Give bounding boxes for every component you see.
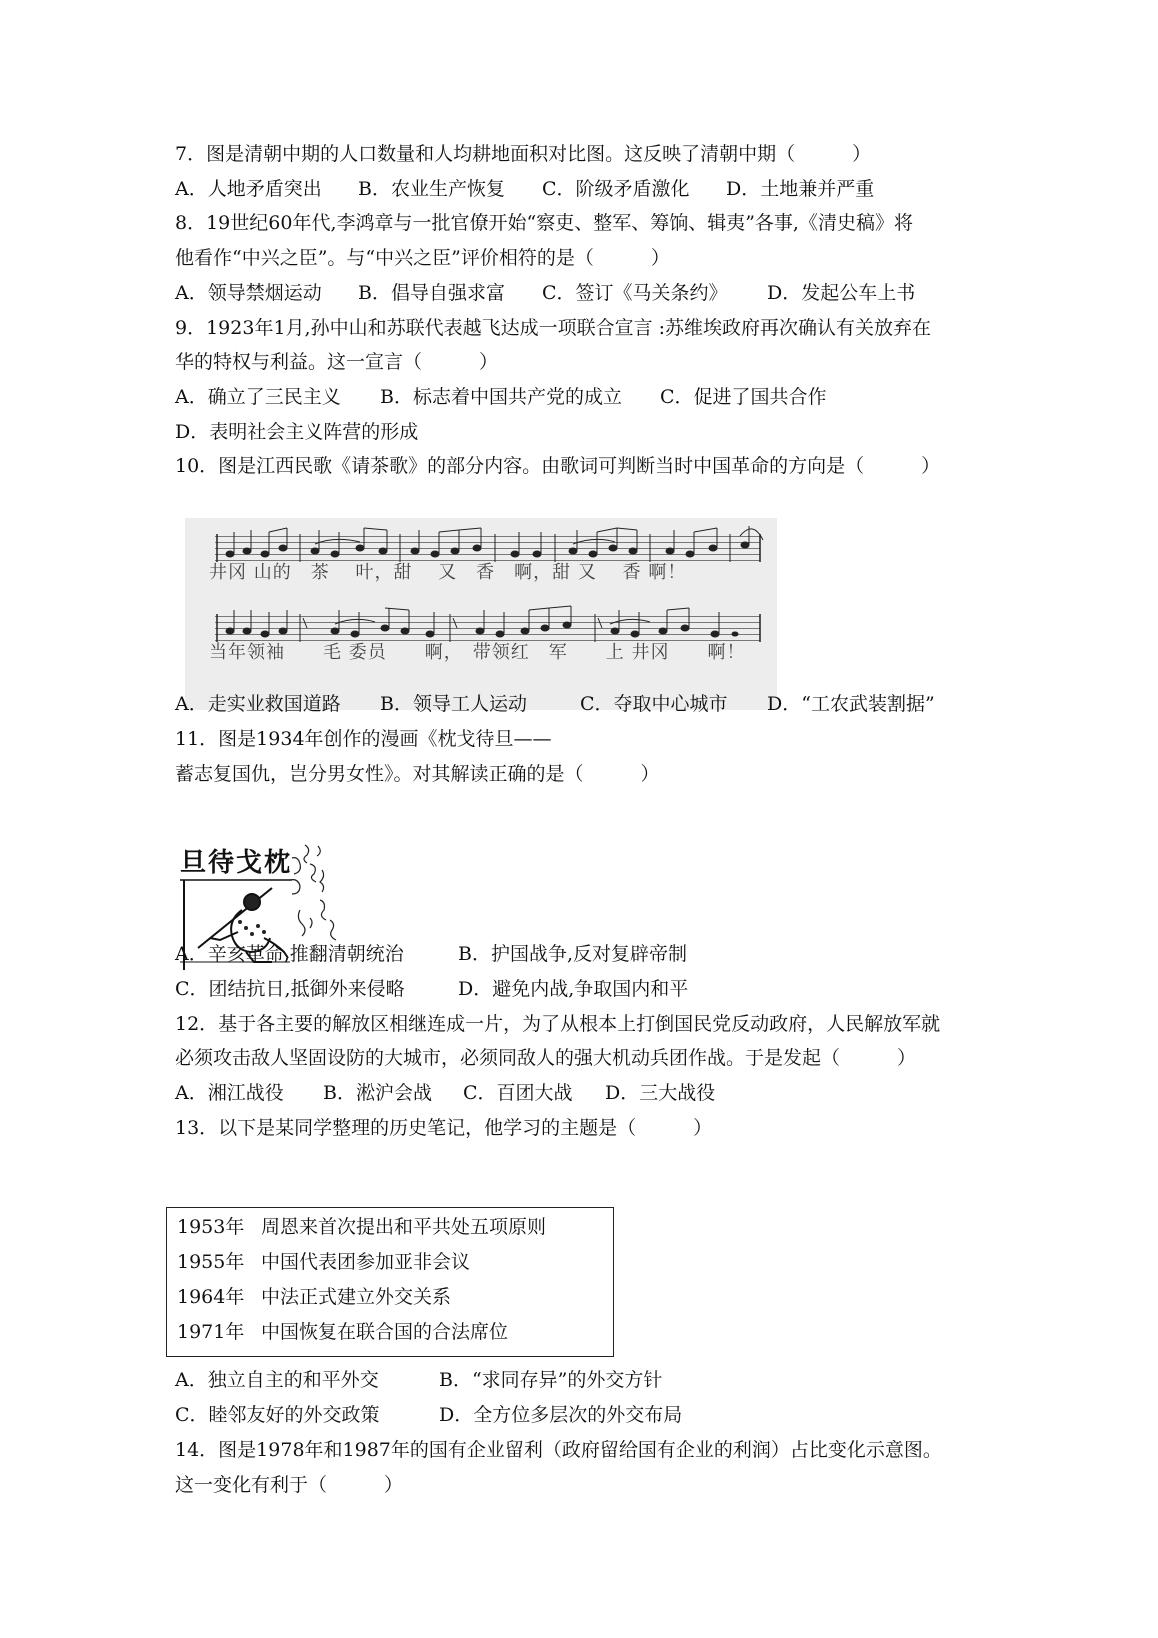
lyric-line-1: 井冈 山的 茶 叶，甜 又 香 啊，甜 又 香 啊！ <box>209 562 687 583</box>
q13-option-a: A．独立自主的和平外交 <box>175 1369 379 1391</box>
q8-option-d: D．发起公车上书 <box>767 282 916 304</box>
q9-option-b: B．标志着中国共产党的成立 <box>380 386 622 408</box>
q7-options <box>175 177 975 201</box>
note-event: 中国代表团参加亚非会议 <box>261 1251 471 1273</box>
q10-option-b: B．领导工人运动 <box>380 693 527 715</box>
note-row <box>177 1215 546 1239</box>
note-row <box>177 1320 508 1344</box>
music-score-image <box>185 518 777 710</box>
q14-stem-line1: 14．图是1978年和1987年的国有企业留利（政府留给国有企业的利润）占比变化示意图。 <box>175 1439 942 1461</box>
q7-option-b: B．农业生产恢复 <box>358 178 505 200</box>
q13-option-d: D．全方位多层次的外交布局 <box>439 1404 683 1426</box>
q12-option-b: B．淞沪会战 <box>323 1082 432 1104</box>
q8-stem-line1: 8．19世纪60年代,李鸿章与一批官僚开始“察吏、整军、筹饷、辑夷”各事,《清史稿》将 <box>175 212 913 234</box>
q12-stem-line2: 必须攻击敌人坚固设防的大城市，必须同敌人的强大机动兵团作战。于是发起（ ） <box>175 1047 917 1069</box>
cartoon-title: 旦待戈枕 <box>180 848 293 878</box>
lyric-line-2: 当年领袖 毛 委员 啊， 带领红 军 上 井冈 啊！ <box>209 642 746 663</box>
note-year: 1971年 <box>177 1321 245 1343</box>
q10-option-a: A．走实业救国道路 <box>175 693 341 715</box>
note-row <box>177 1250 470 1274</box>
note-event: 中法正式建立外交关系 <box>261 1286 452 1308</box>
q9-stem-line2: 华的特权与利益。这一宣言（ ） <box>175 351 499 373</box>
q11-option-a: A．辛亥革命,推翻清朝统治 <box>175 943 404 965</box>
q11-stem-line2: 蓄志复国仇，岂分男女性》。对其解读正确的是（ ） <box>175 763 660 785</box>
q9-option-c: C．促进了国共合作 <box>660 386 827 408</box>
q8-stem-line2: 他看作“中兴之臣”。与“中兴之臣”评价相符的是（ ） <box>175 247 670 269</box>
q9-stem-line1: 9．1923年1月,孙中山和苏联代表越飞达成一项联合宣言 :苏维埃政府再次确认有关放弃在 <box>175 317 932 339</box>
q12-option-d: D．三大战役 <box>605 1082 716 1104</box>
q9-options-row1 <box>175 385 975 409</box>
note-year: 1955年 <box>177 1251 245 1273</box>
q11-option-b: B．护国战争,反对复辟帝制 <box>458 943 688 965</box>
q12-options <box>175 1081 975 1105</box>
q11-options-row2 <box>175 977 975 1001</box>
q7-option-d: D．土地兼并严重 <box>726 178 875 200</box>
q13-stem: 13．以下是某同学整理的历史笔记，他学习的主题是（ ） <box>175 1117 713 1139</box>
history-notes-box <box>166 1207 614 1357</box>
q11-stem-line1: 11．图是1934年创作的漫画《枕戈待旦—— <box>175 728 552 750</box>
q12-option-c: C．百团大战 <box>463 1082 573 1104</box>
q9-option-a: A．确立了三民主义 <box>175 386 341 408</box>
note-event: 中国恢复在联合国的合法席位 <box>261 1321 509 1343</box>
q13-option-c: C．睦邻友好的外交政策 <box>175 1404 380 1426</box>
q8-option-b: B．倡导自强求富 <box>358 282 505 304</box>
q8-option-a: A．领导禁烟运动 <box>175 282 322 304</box>
q8-options <box>175 281 975 305</box>
q7-option-c: C．阶级矛盾激化 <box>542 178 690 200</box>
q10-stem: 10．图是江西民歌《请茶歌》的部分内容。由歌词可判断当时中国革命的方向是（ ） <box>175 455 941 477</box>
q10-options <box>175 692 975 716</box>
q13-option-b: B．“求同存异”的外交方针 <box>439 1369 663 1391</box>
q11-option-d: D．避免内战,争取国内和平 <box>458 978 689 1000</box>
q8-option-c: C．签订《马关条约》 <box>542 282 728 304</box>
q13-options-row2 <box>175 1403 975 1427</box>
q10-option-c: C．夺取中心城市 <box>580 693 728 715</box>
note-event: 周恩来首次提出和平共处五项原则 <box>261 1216 547 1238</box>
q14-stem-line2: 这一变化有利于（ ） <box>175 1474 404 1496</box>
q11-options-row1 <box>175 942 975 966</box>
q13-options-row1 <box>175 1368 975 1392</box>
q12-option-a: A．湘江战役 <box>175 1082 284 1104</box>
note-year: 1953年 <box>177 1216 245 1238</box>
q11-option-c: C．团结抗日,抵御外来侵略 <box>175 978 405 1000</box>
q9-option-d: D．表明社会主义阵营的形成 <box>175 421 419 443</box>
q10-option-d: D．“工农武装割据” <box>767 693 935 715</box>
note-row <box>177 1285 451 1309</box>
q7-stem: 7．图是清朝中期的人口数量和人均耕地面积对比图。这反映了清朝中期（ ） <box>175 143 872 165</box>
q7-option-a: A．人地矛盾突出 <box>175 178 322 200</box>
note-year: 1964年 <box>177 1286 245 1308</box>
q12-stem-line1: 12．基于各主要的解放区相继连成一片，为了从根本上打倒国民党反动政府，人民解放军就 <box>175 1013 941 1035</box>
